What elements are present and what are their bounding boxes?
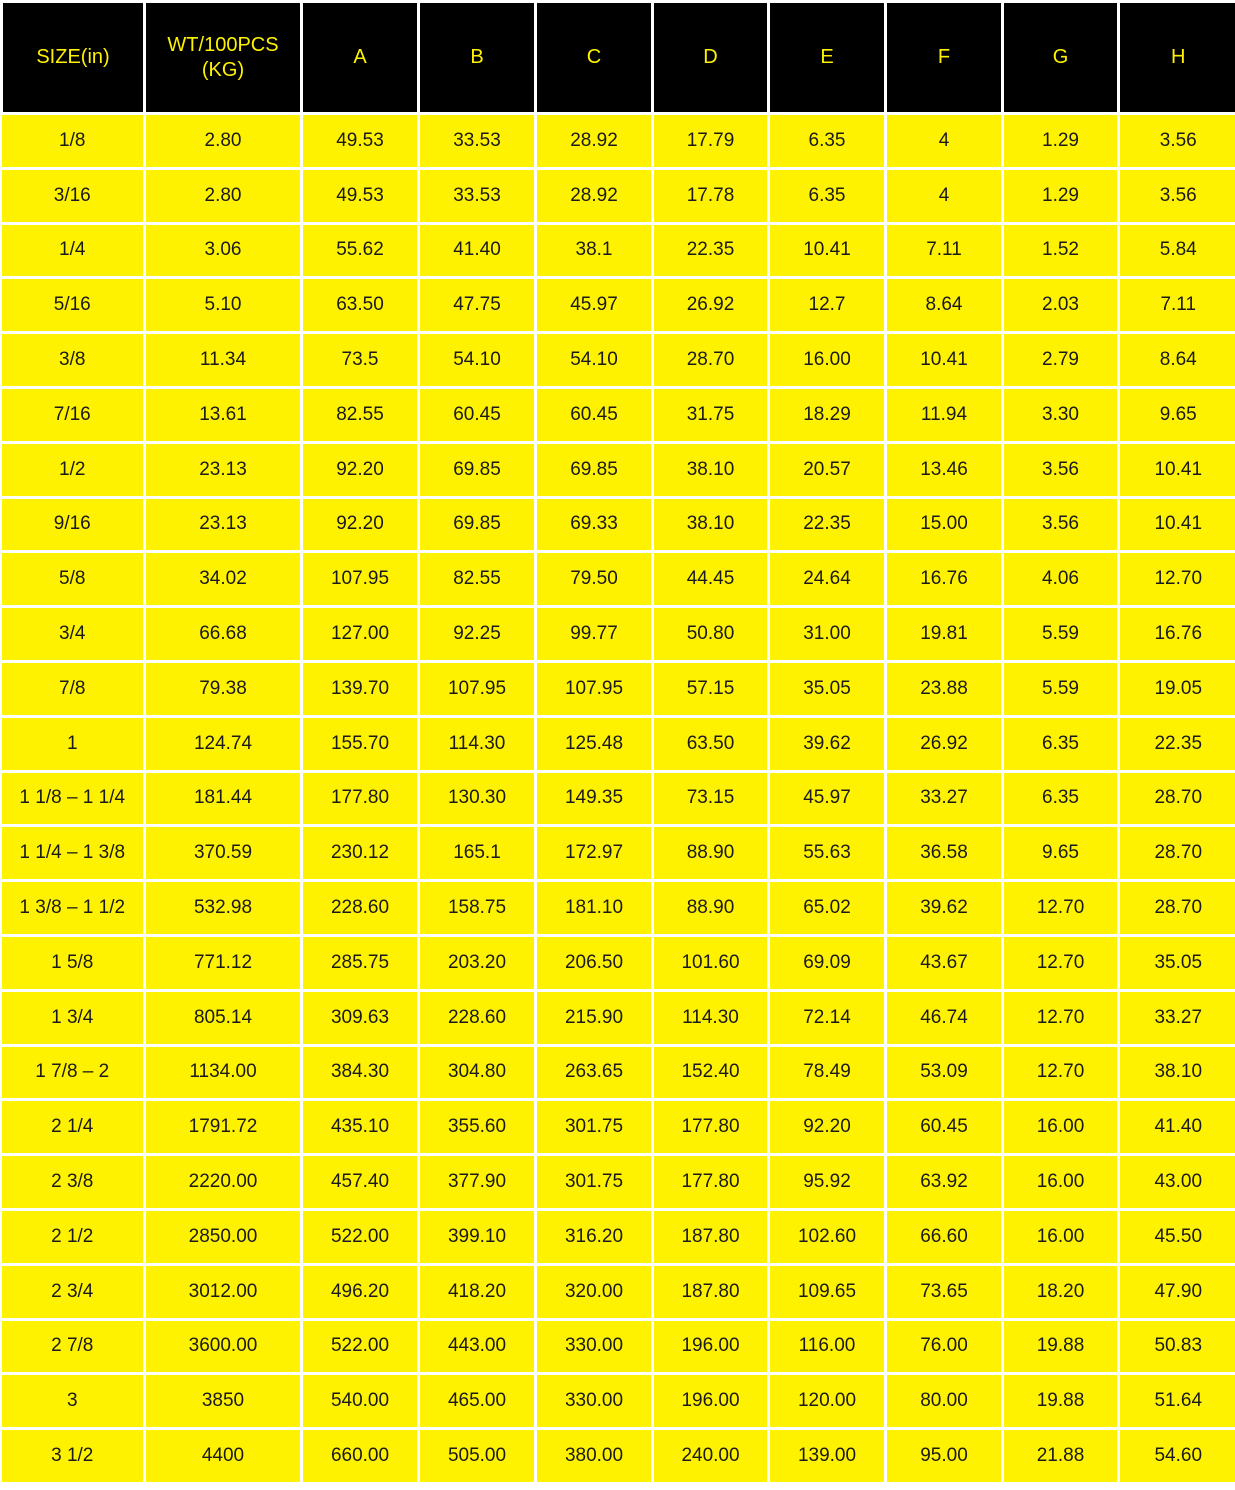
cell-h: 28.70 xyxy=(1119,771,1235,826)
column-header-f: F xyxy=(886,2,1003,114)
cell-c: 206.50 xyxy=(536,935,653,990)
table-row xyxy=(2,826,1235,881)
cell-c: 215.90 xyxy=(536,990,653,1045)
cell-e: 31.00 xyxy=(769,607,886,662)
cell-c: 69.33 xyxy=(536,497,653,552)
cell-d: 177.80 xyxy=(653,1100,769,1155)
column-header-a: A xyxy=(302,2,419,114)
cell-d: 17.79 xyxy=(653,114,769,169)
cell-d: 63.50 xyxy=(653,716,769,771)
cell-f: 66.60 xyxy=(886,1209,1003,1264)
cell-c: 125.48 xyxy=(536,716,653,771)
cell-d: 38.10 xyxy=(653,497,769,552)
cell-c: 330.00 xyxy=(536,1319,653,1374)
cell-size: 2 3/8 xyxy=(2,1155,145,1210)
cell-d: 88.90 xyxy=(653,881,769,936)
cell-d: 114.30 xyxy=(653,990,769,1045)
cell-e: 72.14 xyxy=(769,990,886,1045)
table-row xyxy=(2,114,1235,169)
cell-f: 76.00 xyxy=(886,1319,1003,1374)
column-header-weight xyxy=(145,2,302,114)
cell-a: 540.00 xyxy=(302,1374,419,1429)
table-row xyxy=(2,552,1235,607)
cell-h: 45.50 xyxy=(1119,1209,1235,1264)
cell-size: 2 1/2 xyxy=(2,1209,145,1264)
cell-g: 1.29 xyxy=(1003,114,1119,169)
cell-f: 36.58 xyxy=(886,826,1003,881)
cell-g: 16.00 xyxy=(1003,1209,1119,1264)
table-row xyxy=(2,881,1235,936)
cell-weight: 181.44 xyxy=(145,771,302,826)
cell-b: 60.45 xyxy=(419,387,536,442)
cell-f: 33.27 xyxy=(886,771,1003,826)
cell-g: 12.70 xyxy=(1003,935,1119,990)
cell-c: 316.20 xyxy=(536,1209,653,1264)
cell-h: 33.27 xyxy=(1119,990,1235,1045)
cell-d: 187.80 xyxy=(653,1209,769,1264)
cell-weight: 66.68 xyxy=(145,607,302,662)
cell-f: 39.62 xyxy=(886,881,1003,936)
cell-a: 107.95 xyxy=(302,552,419,607)
cell-c: 79.50 xyxy=(536,552,653,607)
cell-d: 196.00 xyxy=(653,1374,769,1429)
cell-a: 155.70 xyxy=(302,716,419,771)
cell-f: 19.81 xyxy=(886,607,1003,662)
cell-f: 23.88 xyxy=(886,661,1003,716)
cell-size: 3 1/2 xyxy=(2,1429,145,1484)
cell-d: 73.15 xyxy=(653,771,769,826)
cell-h: 3.56 xyxy=(1119,114,1235,169)
cell-a: 435.10 xyxy=(302,1100,419,1155)
cell-size: 9/16 xyxy=(2,497,145,552)
cell-weight: 771.12 xyxy=(145,935,302,990)
cell-h: 19.05 xyxy=(1119,661,1235,716)
cell-e: 39.62 xyxy=(769,716,886,771)
cell-e: 6.35 xyxy=(769,114,886,169)
cell-weight: 79.38 xyxy=(145,661,302,716)
cell-g: 6.35 xyxy=(1003,716,1119,771)
cell-f: 8.64 xyxy=(886,278,1003,333)
column-header-c: C xyxy=(536,2,653,114)
cell-e: 55.63 xyxy=(769,826,886,881)
cell-a: 49.53 xyxy=(302,168,419,223)
cell-d: 88.90 xyxy=(653,826,769,881)
cell-weight: 3.06 xyxy=(145,223,302,278)
table-row xyxy=(2,771,1235,826)
cell-h: 12.70 xyxy=(1119,552,1235,607)
cell-weight: 4400 xyxy=(145,1429,302,1484)
cell-f: 95.00 xyxy=(886,1429,1003,1484)
cell-d: 17.78 xyxy=(653,168,769,223)
table-body xyxy=(2,114,1235,1484)
table-row xyxy=(2,1264,1235,1319)
cell-weight: 23.13 xyxy=(145,442,302,497)
cell-d: 31.75 xyxy=(653,387,769,442)
cell-e: 109.65 xyxy=(769,1264,886,1319)
cell-size: 2 3/4 xyxy=(2,1264,145,1319)
cell-c: 380.00 xyxy=(536,1429,653,1484)
table-row xyxy=(2,716,1235,771)
cell-f: 63.92 xyxy=(886,1155,1003,1210)
table-header xyxy=(2,2,1235,114)
cell-a: 49.53 xyxy=(302,114,419,169)
table-row xyxy=(2,333,1235,388)
cell-c: 60.45 xyxy=(536,387,653,442)
cell-h: 28.70 xyxy=(1119,881,1235,936)
cell-b: 41.40 xyxy=(419,223,536,278)
cell-b: 47.75 xyxy=(419,278,536,333)
cell-size: 1 5/8 xyxy=(2,935,145,990)
cell-c: 69.85 xyxy=(536,442,653,497)
cell-d: 44.45 xyxy=(653,552,769,607)
cell-e: 116.00 xyxy=(769,1319,886,1374)
table-row xyxy=(2,442,1235,497)
cell-a: 177.80 xyxy=(302,771,419,826)
table-row xyxy=(2,223,1235,278)
cell-h: 41.40 xyxy=(1119,1100,1235,1155)
cell-g: 21.88 xyxy=(1003,1429,1119,1484)
cell-size: 1 3/4 xyxy=(2,990,145,1045)
cell-size: 5/16 xyxy=(2,278,145,333)
cell-g: 12.70 xyxy=(1003,1045,1119,1100)
cell-c: 320.00 xyxy=(536,1264,653,1319)
cell-g: 3.56 xyxy=(1003,497,1119,552)
cell-c: 28.92 xyxy=(536,168,653,223)
cell-b: 443.00 xyxy=(419,1319,536,1374)
header-row xyxy=(2,2,1235,114)
cell-f: 60.45 xyxy=(886,1100,1003,1155)
table-row xyxy=(2,1429,1235,1484)
cell-b: 203.20 xyxy=(419,935,536,990)
cell-h: 5.84 xyxy=(1119,223,1235,278)
cell-size: 1 3/8 – 1 1/2 xyxy=(2,881,145,936)
table-row xyxy=(2,1045,1235,1100)
table-row xyxy=(2,1319,1235,1374)
cell-g: 6.35 xyxy=(1003,771,1119,826)
table-row xyxy=(2,1155,1235,1210)
cell-d: 50.80 xyxy=(653,607,769,662)
cell-f: 4 xyxy=(886,114,1003,169)
cell-h: 10.41 xyxy=(1119,497,1235,552)
table-row xyxy=(2,1100,1235,1155)
cell-c: 149.35 xyxy=(536,771,653,826)
cell-f: 16.76 xyxy=(886,552,1003,607)
cell-b: 228.60 xyxy=(419,990,536,1045)
cell-h: 7.11 xyxy=(1119,278,1235,333)
cell-h: 10.41 xyxy=(1119,442,1235,497)
cell-g: 16.00 xyxy=(1003,1155,1119,1210)
table-row xyxy=(2,387,1235,442)
cell-g: 19.88 xyxy=(1003,1319,1119,1374)
cell-f: 53.09 xyxy=(886,1045,1003,1100)
cell-e: 45.97 xyxy=(769,771,886,826)
cell-size: 7/8 xyxy=(2,661,145,716)
cell-d: 240.00 xyxy=(653,1429,769,1484)
cell-a: 384.30 xyxy=(302,1045,419,1100)
cell-e: 20.57 xyxy=(769,442,886,497)
cell-weight: 3012.00 xyxy=(145,1264,302,1319)
cell-weight: 11.34 xyxy=(145,333,302,388)
cell-a: 230.12 xyxy=(302,826,419,881)
cell-c: 107.95 xyxy=(536,661,653,716)
cell-f: 4 xyxy=(886,168,1003,223)
cell-d: 22.35 xyxy=(653,223,769,278)
cell-b: 33.53 xyxy=(419,168,536,223)
cell-size: 1 1/4 – 1 3/8 xyxy=(2,826,145,881)
cell-weight: 2220.00 xyxy=(145,1155,302,1210)
cell-c: 263.65 xyxy=(536,1045,653,1100)
cell-f: 26.92 xyxy=(886,716,1003,771)
column-header-size: SIZE(in) xyxy=(2,2,145,114)
cell-f: 11.94 xyxy=(886,387,1003,442)
cell-weight: 1791.72 xyxy=(145,1100,302,1155)
cell-g: 12.70 xyxy=(1003,990,1119,1045)
cell-d: 196.00 xyxy=(653,1319,769,1374)
cell-a: 457.40 xyxy=(302,1155,419,1210)
cell-weight: 805.14 xyxy=(145,990,302,1045)
cell-b: 92.25 xyxy=(419,607,536,662)
cell-h: 16.76 xyxy=(1119,607,1235,662)
cell-d: 101.60 xyxy=(653,935,769,990)
cell-size: 3/8 xyxy=(2,333,145,388)
cell-weight: 13.61 xyxy=(145,387,302,442)
cell-size: 5/8 xyxy=(2,552,145,607)
table-row xyxy=(2,497,1235,552)
cell-size: 1 7/8 – 2 xyxy=(2,1045,145,1100)
cell-d: 152.40 xyxy=(653,1045,769,1100)
cell-e: 10.41 xyxy=(769,223,886,278)
cell-f: 10.41 xyxy=(886,333,1003,388)
cell-f: 13.46 xyxy=(886,442,1003,497)
cell-e: 139.00 xyxy=(769,1429,886,1484)
cell-e: 102.60 xyxy=(769,1209,886,1264)
cell-weight: 23.13 xyxy=(145,497,302,552)
cell-b: 158.75 xyxy=(419,881,536,936)
cell-weight: 3600.00 xyxy=(145,1319,302,1374)
cell-f: 43.67 xyxy=(886,935,1003,990)
cell-b: 399.10 xyxy=(419,1209,536,1264)
cell-h: 38.10 xyxy=(1119,1045,1235,1100)
cell-g: 9.65 xyxy=(1003,826,1119,881)
cell-e: 16.00 xyxy=(769,333,886,388)
cell-h: 8.64 xyxy=(1119,333,1235,388)
cell-h: 51.64 xyxy=(1119,1374,1235,1429)
cell-e: 22.35 xyxy=(769,497,886,552)
cell-f: 15.00 xyxy=(886,497,1003,552)
cell-weight: 34.02 xyxy=(145,552,302,607)
cell-size: 3 xyxy=(2,1374,145,1429)
cell-weight: 2.80 xyxy=(145,114,302,169)
table-row xyxy=(2,935,1235,990)
cell-e: 65.02 xyxy=(769,881,886,936)
cell-d: 28.70 xyxy=(653,333,769,388)
cell-b: 355.60 xyxy=(419,1100,536,1155)
cell-b: 377.90 xyxy=(419,1155,536,1210)
cell-size: 3/4 xyxy=(2,607,145,662)
cell-b: 304.80 xyxy=(419,1045,536,1100)
cell-size: 7/16 xyxy=(2,387,145,442)
cell-a: 285.75 xyxy=(302,935,419,990)
cell-h: 9.65 xyxy=(1119,387,1235,442)
cell-a: 496.20 xyxy=(302,1264,419,1319)
cell-c: 28.92 xyxy=(536,114,653,169)
cell-g: 3.30 xyxy=(1003,387,1119,442)
cell-b: 130.30 xyxy=(419,771,536,826)
column-header-d: D xyxy=(653,2,769,114)
cell-g: 1.52 xyxy=(1003,223,1119,278)
cell-c: 301.75 xyxy=(536,1100,653,1155)
cell-a: 92.20 xyxy=(302,442,419,497)
cell-a: 522.00 xyxy=(302,1319,419,1374)
cell-g: 18.20 xyxy=(1003,1264,1119,1319)
cell-size: 2 7/8 xyxy=(2,1319,145,1374)
cell-g: 2.03 xyxy=(1003,278,1119,333)
cell-g: 5.59 xyxy=(1003,607,1119,662)
table-row xyxy=(2,1209,1235,1264)
cell-b: 69.85 xyxy=(419,497,536,552)
cell-size: 1/4 xyxy=(2,223,145,278)
column-header-weight-line2: (KG) xyxy=(201,58,245,81)
cell-h: 43.00 xyxy=(1119,1155,1235,1210)
cell-b: 107.95 xyxy=(419,661,536,716)
table-row xyxy=(2,661,1235,716)
cell-e: 120.00 xyxy=(769,1374,886,1429)
cell-weight: 5.10 xyxy=(145,278,302,333)
cell-size: 1 xyxy=(2,716,145,771)
cell-e: 18.29 xyxy=(769,387,886,442)
column-header-g: G xyxy=(1003,2,1119,114)
cell-e: 12.7 xyxy=(769,278,886,333)
cell-a: 309.63 xyxy=(302,990,419,1045)
cell-g: 5.59 xyxy=(1003,661,1119,716)
cell-f: 7.11 xyxy=(886,223,1003,278)
cell-weight: 1134.00 xyxy=(145,1045,302,1100)
cell-weight: 124.74 xyxy=(145,716,302,771)
cell-h: 35.05 xyxy=(1119,935,1235,990)
cell-c: 172.97 xyxy=(536,826,653,881)
cell-b: 33.53 xyxy=(419,114,536,169)
cell-h: 28.70 xyxy=(1119,826,1235,881)
cell-b: 505.00 xyxy=(419,1429,536,1484)
column-header-weight-line1: WT/100PCS xyxy=(167,33,279,56)
cell-a: 82.55 xyxy=(302,387,419,442)
cell-a: 92.20 xyxy=(302,497,419,552)
cell-f: 73.65 xyxy=(886,1264,1003,1319)
cell-b: 54.10 xyxy=(419,333,536,388)
cell-weight: 3850 xyxy=(145,1374,302,1429)
cell-b: 418.20 xyxy=(419,1264,536,1319)
cell-g: 12.70 xyxy=(1003,881,1119,936)
cell-size: 2 1/4 xyxy=(2,1100,145,1155)
cell-e: 95.92 xyxy=(769,1155,886,1210)
cell-e: 92.20 xyxy=(769,1100,886,1155)
table-row xyxy=(2,278,1235,333)
cell-f: 80.00 xyxy=(886,1374,1003,1429)
cell-g: 4.06 xyxy=(1003,552,1119,607)
cell-weight: 532.98 xyxy=(145,881,302,936)
table-row xyxy=(2,1374,1235,1429)
cell-size: 1 1/8 – 1 1/4 xyxy=(2,771,145,826)
column-header-h: H xyxy=(1119,2,1235,114)
cell-d: 187.80 xyxy=(653,1264,769,1319)
cell-a: 55.62 xyxy=(302,223,419,278)
cell-e: 78.49 xyxy=(769,1045,886,1100)
column-header-e: E xyxy=(769,2,886,114)
cell-c: 54.10 xyxy=(536,333,653,388)
cell-g: 1.29 xyxy=(1003,168,1119,223)
cell-e: 6.35 xyxy=(769,168,886,223)
cell-c: 38.1 xyxy=(536,223,653,278)
cell-weight: 2.80 xyxy=(145,168,302,223)
cell-a: 139.70 xyxy=(302,661,419,716)
cell-weight: 2850.00 xyxy=(145,1209,302,1264)
cell-a: 228.60 xyxy=(302,881,419,936)
cell-h: 3.56 xyxy=(1119,168,1235,223)
cell-a: 660.00 xyxy=(302,1429,419,1484)
cell-h: 22.35 xyxy=(1119,716,1235,771)
cell-c: 301.75 xyxy=(536,1155,653,1210)
cell-weight: 370.59 xyxy=(145,826,302,881)
cell-d: 177.80 xyxy=(653,1155,769,1210)
cell-e: 35.05 xyxy=(769,661,886,716)
cell-c: 330.00 xyxy=(536,1374,653,1429)
cell-b: 165.1 xyxy=(419,826,536,881)
cell-a: 127.00 xyxy=(302,607,419,662)
table-row xyxy=(2,607,1235,662)
cell-b: 69.85 xyxy=(419,442,536,497)
cell-size: 1/8 xyxy=(2,114,145,169)
cell-d: 57.15 xyxy=(653,661,769,716)
column-header-b: B xyxy=(419,2,536,114)
cell-c: 181.10 xyxy=(536,881,653,936)
cell-size: 3/16 xyxy=(2,168,145,223)
cell-b: 114.30 xyxy=(419,716,536,771)
cell-e: 24.64 xyxy=(769,552,886,607)
cell-a: 63.50 xyxy=(302,278,419,333)
cell-b: 465.00 xyxy=(419,1374,536,1429)
cell-h: 54.60 xyxy=(1119,1429,1235,1484)
cell-d: 38.10 xyxy=(653,442,769,497)
table-row xyxy=(2,168,1235,223)
cell-g: 3.56 xyxy=(1003,442,1119,497)
cell-d: 26.92 xyxy=(653,278,769,333)
cell-a: 522.00 xyxy=(302,1209,419,1264)
cell-c: 45.97 xyxy=(536,278,653,333)
cell-g: 16.00 xyxy=(1003,1100,1119,1155)
cell-size: 1/2 xyxy=(2,442,145,497)
cell-e: 69.09 xyxy=(769,935,886,990)
cell-g: 2.79 xyxy=(1003,333,1119,388)
cell-h: 50.83 xyxy=(1119,1319,1235,1374)
cell-b: 82.55 xyxy=(419,552,536,607)
cell-c: 99.77 xyxy=(536,607,653,662)
cell-h: 47.90 xyxy=(1119,1264,1235,1319)
table-row xyxy=(2,990,1235,1045)
cell-f: 46.74 xyxy=(886,990,1003,1045)
cell-g: 19.88 xyxy=(1003,1374,1119,1429)
cell-a: 73.5 xyxy=(302,333,419,388)
